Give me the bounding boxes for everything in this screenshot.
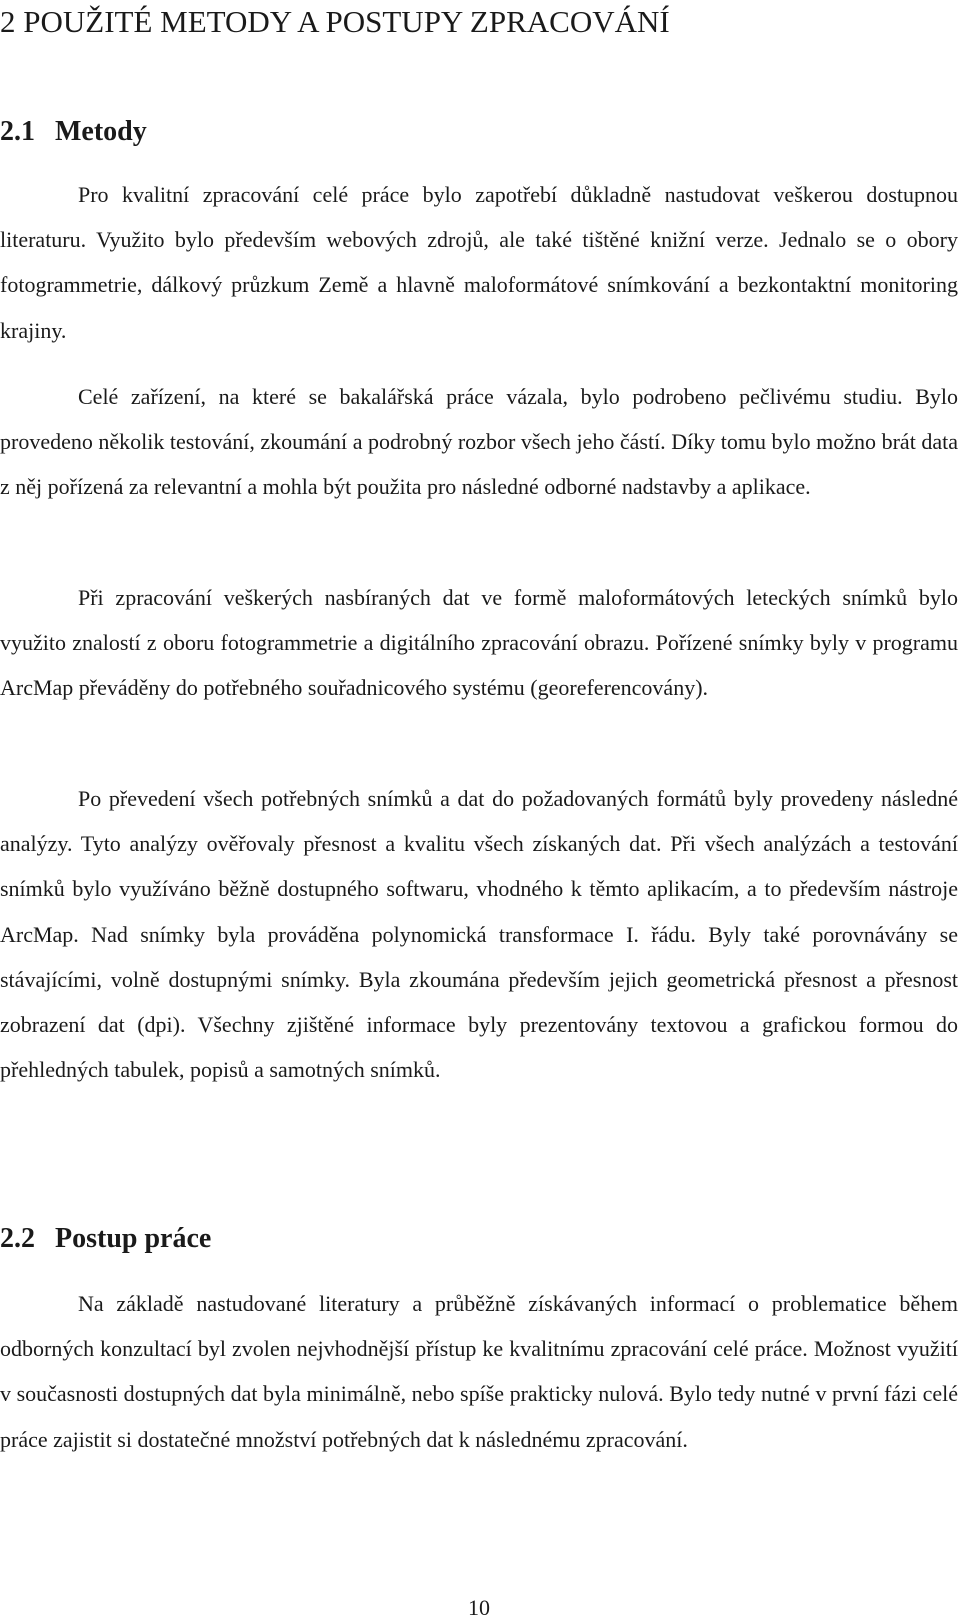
section-number: 2.2 [0,1223,35,1254]
section-title: Postup práce [55,1223,212,1254]
paragraph: Celé zařízení, na které se bakalářská práce vázala, bylo podrobeno pečlivému studiu. Bylo provedeno několik testování, zkoumání a podrobný rozbor všech jeho částí. Díky tomu bylo možno brát data z něj pořízená za relevantní a mohla být použita pro následné odborné nadstavby a aplikace. [0,384,958,500]
paragraph: Pro kvalitní zpracování celé práce bylo zapotřebí důkladně nastudovat veškerou dostupnou literaturu. Využito bylo především webových zdrojů, ale také tištěné knižní verze. Jednalo se o obory fotogrammetrie, dálkový průzkum Země a hlavně maloformátové snímkování a bezkontaktní monitoring krajiny. [0,182,958,343]
page-number: 10 [468,1595,490,1620]
section-heading-2-2 [0,1221,958,1257]
section-title: Metody [55,116,147,147]
paragraph: Při zpracování veškerých nasbíraných dat ve formě maloformátových leteckých snímků bylo využito znalostí z oboru fotogrammetrie a digitálního zpracování obrazu. Pořízené snímky byly v programu ArcMap převáděny do potřebného souřadnicového systému (georeferencovány). [0,585,958,701]
section-heading-2-1 [0,114,958,150]
section-number: 2.1 [0,116,35,147]
paragraph: Po převedení všech potřebných snímků a dat do požadovaných formátů byly provedeny následné analýzy. Tyto analýzy ověřovaly přesnost a kvalitu všech získaných dat. Při všech analýzách a testování snímků bylo využíváno běžně dostupného softwaru, vhodného k těmto aplikacím, a to především nástroje ArcMap. Nad snímky byla prováděna polynomická transformace I. řádu. Byly také porovnávány se stávajícími, volně dostupnými snímky. Byla zkoumána především jejich geometrická přesnost a přesnost zobrazení dat (dpi). Všechny zjištěné informace byly prezentovány textovou a grafickou formou do přehledných tabulek, popisů a samotných snímků. [0,786,958,1083]
paragraph: Na základě nastudované literatury a průběžně získávaných informací o problematice během odborných konzultací byl zvolen nejvhodnější přístup ke kvalitnímu zpracování celé práce. Možnost využití v současnosti dostupných dat byla minimálně, nebo spíše prakticky nulová. Bylo tedy nutné v první fázi celé práce zajistit si dostatečné množství potřebných dat k následnému zpracování. [0,1291,958,1452]
chapter-heading: 2 POUŽITÉ METODY A POSTUPY ZPRACOVÁNÍ [0,4,670,39]
